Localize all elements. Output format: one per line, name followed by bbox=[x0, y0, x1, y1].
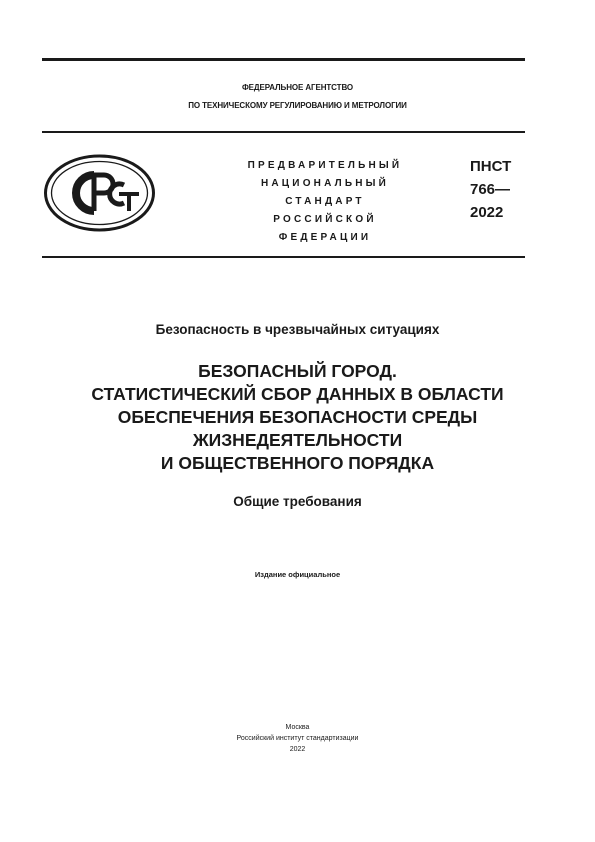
title-line-4: ЖИЗНЕДЕЯТЕЛЬНОСТИ bbox=[192, 430, 403, 450]
title-line-5: И ОБЩЕСТВЕННОГО ПОРЯДКА bbox=[160, 453, 435, 473]
standard-type-line-1: ПРЕДВАРИТЕЛЬНЫЙ bbox=[247, 160, 403, 171]
header-top-rule bbox=[42, 131, 525, 133]
designation-code: ПНСТ bbox=[470, 158, 512, 175]
standard-type-line-4: РОССИЙСКОЙ bbox=[273, 214, 377, 225]
standard-type-line-3: СТАНДАРТ bbox=[285, 196, 365, 207]
top-rule bbox=[42, 58, 525, 61]
edition-label: Издание официальное bbox=[254, 570, 341, 579]
designation-year: 2022 bbox=[470, 204, 504, 221]
rst-logo-icon bbox=[42, 153, 157, 233]
title-line-1: БЕЗОПАСНЫЙ ГОРОД. bbox=[198, 361, 397, 381]
standard-type-line-2: НАЦИОНАЛЬНЫЙ bbox=[260, 178, 390, 189]
designation-number: 766— bbox=[470, 181, 511, 198]
title-line-3: ОБЕСПЕЧЕНИЯ БЕЗОПАСНОСТИ СРЕДЫ bbox=[117, 407, 478, 427]
footer-year: 2022 bbox=[289, 746, 306, 753]
title-line-2: СТАТИСТИЧЕСКИЙ СБОР ДАННЫХ В ОБЛАСТИ bbox=[91, 384, 504, 404]
header-bottom-rule bbox=[42, 256, 525, 258]
subtitle: Общие требования bbox=[233, 494, 362, 509]
topic: Безопасность в чрезвычайных ситуациях bbox=[155, 322, 440, 337]
footer-publisher: Российский институт стандартизации bbox=[236, 735, 359, 742]
standard-type-line-5: ФЕДЕРАЦИИ bbox=[278, 232, 372, 243]
agency-line-2: ПО ТЕХНИЧЕСКОМУ РЕГУЛИРОВАНИЮ И МЕТРОЛОГИИ bbox=[188, 101, 407, 110]
footer-city: Москва bbox=[285, 724, 310, 731]
agency-line-1: ФЕДЕРАЛЬНОЕ АГЕНТСТВО bbox=[241, 83, 354, 92]
